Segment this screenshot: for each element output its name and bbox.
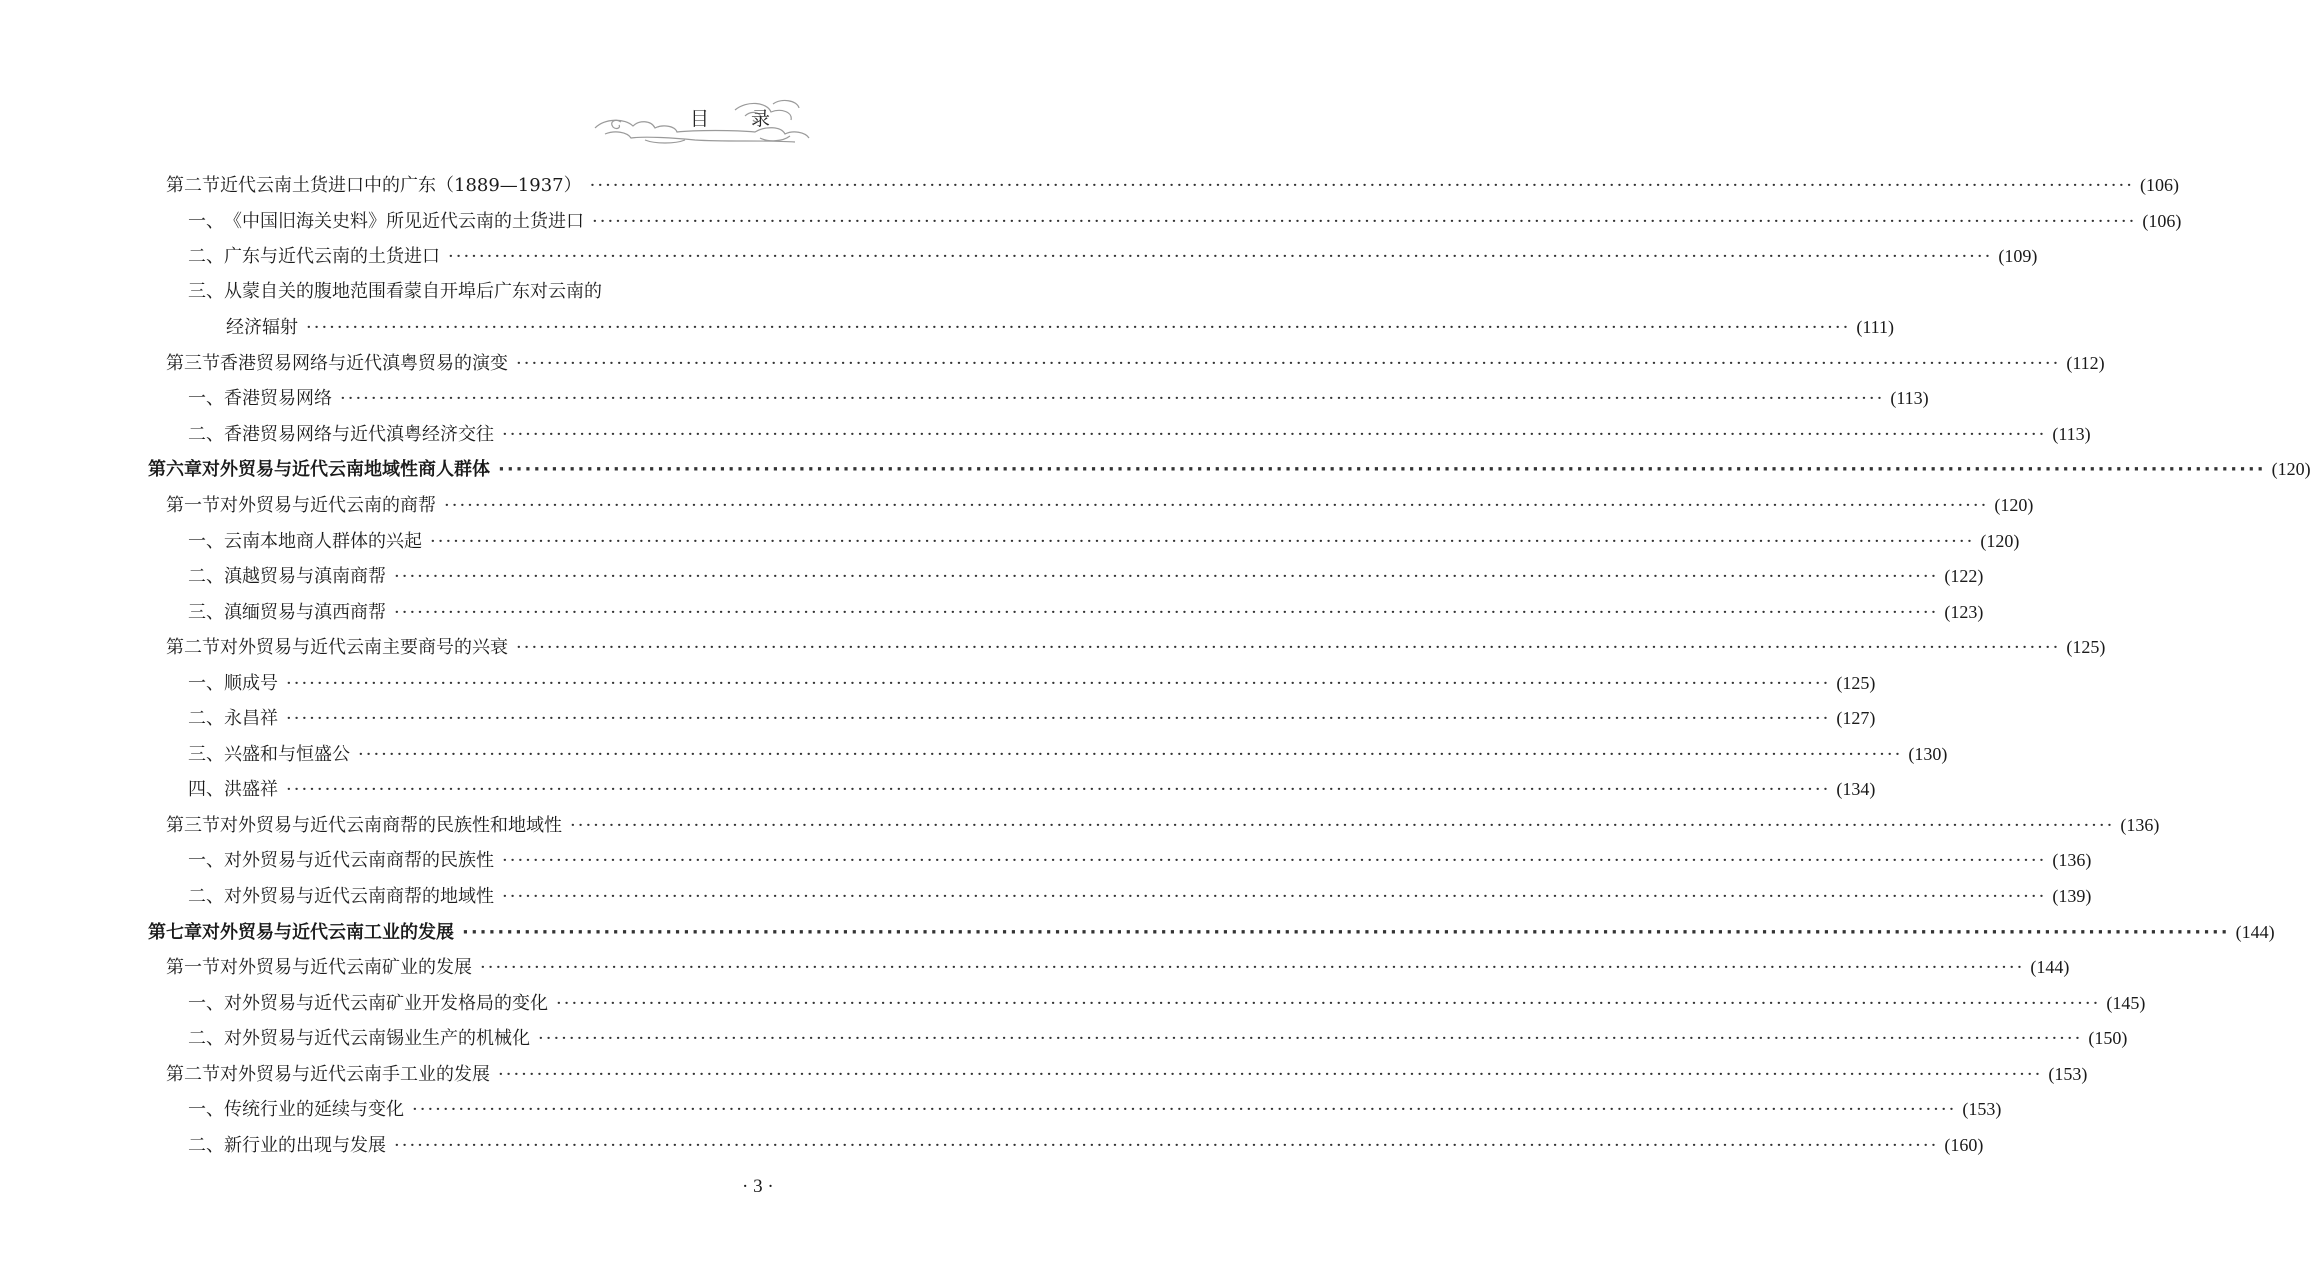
dot-leader: ········································································································································································································ <box>570 815 2115 836</box>
toc-entry-label: 二、 <box>188 708 224 729</box>
toc-entry-title: 滇缅贸易与滇西商帮 <box>224 602 386 623</box>
dot-leader: ········································································································································································································ <box>502 850 2047 871</box>
dot-leader: ········································································································································································································ <box>394 566 1939 587</box>
toc-page-number: (144) <box>2235 922 2275 942</box>
toc-item-row <box>188 741 1948 768</box>
toc-page-number: (120) <box>2271 459 2311 479</box>
toc-page-number: (122) <box>1944 566 1984 586</box>
toc-entry-label: 第三节 <box>166 815 220 836</box>
toc-entry-label: 一、 <box>188 531 224 552</box>
toc-entry-title: 对外贸易与近代云南商帮的民族性 <box>224 850 494 871</box>
toc-entry-title: 香港贸易网络与近代滇粤经济交往 <box>224 424 494 445</box>
dot-leader: ········································································································································································································ <box>556 993 2101 1014</box>
toc-item-row <box>188 1132 1984 1159</box>
toc-page-number: (134) <box>1836 779 1876 799</box>
toc-entry-title: 对外贸易与近代云南矿业开发格局的变化 <box>224 993 548 1014</box>
toc-entry-label: 三、 <box>188 744 224 765</box>
toc-page-number: (127) <box>1836 708 1876 728</box>
toc-entry-title: 近代云南土货进口中的广东（1889—1937） <box>220 175 582 196</box>
toc-page-number: (125) <box>1836 673 1876 693</box>
dot-leader: ········································································································································································································ <box>480 957 2025 978</box>
toc-page-number: (125) <box>2066 637 2106 657</box>
toc-entry-label: 二、 <box>188 886 224 907</box>
dot-leader: ········································································································································································································ <box>498 459 2266 480</box>
dot-leader: ········································································································································································································ <box>462 922 2230 943</box>
toc-entry-title: 对外贸易与近代云南商帮的民族性和地域性 <box>220 815 562 836</box>
toc-page-number: (145) <box>2106 993 2146 1013</box>
toc-item-row <box>226 314 1894 341</box>
toc-item-row <box>188 279 602 305</box>
dot-leader: ········································································································································································································ <box>394 602 1939 623</box>
dot-leader: ········································································································································································································ <box>358 744 1903 765</box>
dot-leader: ········································································································································································································ <box>306 317 1851 338</box>
toc-entry-label: 四、 <box>188 779 224 800</box>
toc-page-number: (136) <box>2052 850 2092 870</box>
toc-item-row <box>188 421 2091 448</box>
toc-page-number: (111) <box>1856 317 1894 337</box>
toc-entry-title: 对外贸易与近代云南手工业的发展 <box>220 1064 490 1085</box>
toc-entry-title: 对外贸易与近代云南主要商号的兴衰 <box>220 637 508 658</box>
toc-item-row <box>188 1025 2128 1052</box>
toc-page-number: (112) <box>2066 353 2105 373</box>
toc-entry-label: 第六章 <box>148 459 202 480</box>
toc-page-number: (130) <box>1908 744 1948 764</box>
dot-leader: ········································································································································································································ <box>394 1135 1939 1156</box>
dot-leader: ········································································································································································································ <box>286 673 1831 694</box>
toc-entry-label: 二、 <box>188 1135 224 1156</box>
dot-leader: ········································································································································································································ <box>448 246 1993 267</box>
toc-page-number: (150) <box>2088 1028 2128 1048</box>
toc-entry-label: 第一节 <box>166 495 220 516</box>
toc-entry-title: 对外贸易与近代云南工业的发展 <box>202 922 454 943</box>
toc-item-row <box>188 883 2092 910</box>
toc-entry-label: 三、 <box>188 281 224 302</box>
toc-item-row <box>188 990 2146 1017</box>
toc-page-number: (113) <box>2052 424 2091 444</box>
toc-page-number: (123) <box>1944 602 1984 622</box>
toc-entry-label: 第七章 <box>148 922 202 943</box>
toc-entry-title: 云南本地商人群体的兴起 <box>224 531 422 552</box>
toc-entry-title: 香港贸易网络 <box>224 388 332 409</box>
toc-chapter-row <box>148 456 2311 483</box>
toc-entry-label: 一、 <box>188 1099 224 1120</box>
toc-entry-title: 兴盛和与恒盛公 <box>224 744 350 765</box>
toc-entry-title: 滇越贸易与滇南商帮 <box>224 566 386 587</box>
dot-leader: ········································································································································································································ <box>516 637 2061 658</box>
toc-entry-title: 广东与近代云南的土货进口 <box>224 246 440 267</box>
toc-entry-label: 二、 <box>188 424 224 445</box>
toc-entry-label: 一、 <box>188 993 224 1014</box>
toc-item-row <box>188 208 2182 235</box>
toc-page-number: (113) <box>1890 388 1929 408</box>
toc-entry-label: 第一节 <box>166 957 220 978</box>
toc-entry-label: 一、 <box>188 673 224 694</box>
dot-leader: ········································································································································································································ <box>286 779 1831 800</box>
toc-entry-label: 第二节 <box>166 637 220 658</box>
toc-entry-label: 一、 <box>188 388 224 409</box>
toc-entry-label: 第三节 <box>166 353 220 374</box>
toc-section-row <box>166 492 2034 519</box>
toc-entry-title: 对外贸易与近代云南地域性商人群体 <box>202 459 490 480</box>
toc-page-number: (153) <box>2048 1064 2088 1084</box>
page-number: · 3 · <box>742 1176 774 1197</box>
toc-page-number: (120) <box>1994 495 2034 515</box>
toc-entry-title: 对外贸易与近代云南矿业的发展 <box>220 957 472 978</box>
toc-page-number: (139) <box>2052 886 2092 906</box>
toc-item-row <box>188 847 2092 874</box>
toc-entry-title: 洪盛祥 <box>224 779 278 800</box>
dot-leader: ········································································································································································································ <box>592 211 2137 232</box>
toc-entry-label: 二、 <box>188 566 224 587</box>
toc-entry-title: 对外贸易与近代云南锡业生产的机械化 <box>224 1028 530 1049</box>
toc-entry-label: 一、 <box>188 850 224 871</box>
toc-entry-label: 第二节 <box>166 175 220 196</box>
toc-page-number: (153) <box>1962 1099 2002 1119</box>
toc-entry-title: 从蒙自关的腹地范围看蒙自开埠后广东对云南的 <box>224 281 602 302</box>
dot-leader: ········································································································································································································ <box>502 424 2047 445</box>
toc-section-row <box>166 172 2179 199</box>
toc-entry-title: 永昌祥 <box>224 708 278 729</box>
toc-entry-title: 对外贸易与近代云南的商帮 <box>220 495 436 516</box>
toc-entry-title: 经济辐射 <box>226 317 298 338</box>
toc-item-row <box>188 776 1876 803</box>
dot-leader: ········································································································································································································ <box>502 886 2047 907</box>
toc-section-row <box>166 350 2105 377</box>
toc-entry-label: 三、 <box>188 602 224 623</box>
toc-item-row <box>188 528 2020 555</box>
dot-leader: ········································································································································································································ <box>538 1028 2083 1049</box>
dot-leader: ········································································································································································································ <box>430 531 1975 552</box>
toc-page-number: (136) <box>2120 815 2160 835</box>
toc-chapter-row <box>148 919 2275 946</box>
dot-leader: ········································································································································································································ <box>286 708 1831 729</box>
toc-entry-title: 新行业的出现与发展 <box>224 1135 386 1156</box>
toc-page-number: (106) <box>2142 211 2182 231</box>
toc-item-row <box>188 1096 2002 1123</box>
toc-entry-title: 传统行业的延续与变化 <box>224 1099 404 1120</box>
toc-page-number: (160) <box>1944 1135 1984 1155</box>
toc-item-row <box>188 385 1929 412</box>
toc-page-number: (144) <box>2030 957 2070 977</box>
running-header-title: 目 录 <box>690 108 789 130</box>
toc-section-row <box>166 812 2160 839</box>
toc-entry-label: 第二节 <box>166 1064 220 1085</box>
toc-entry-label: 二、 <box>188 1028 224 1049</box>
toc-entry-title: 香港贸易网络与近代滇粤贸易的演变 <box>220 353 508 374</box>
toc-section-row <box>166 634 2106 661</box>
dot-leader: ········································································································································································································ <box>412 1099 1957 1120</box>
dot-leader: ········································································································································································································ <box>516 353 2061 374</box>
toc-entry-label: 二、 <box>188 246 224 267</box>
toc-entry-title: 顺成号 <box>224 673 278 694</box>
toc-item-row <box>188 563 1984 590</box>
toc-section-row <box>166 954 2070 981</box>
toc-item-row <box>188 243 2038 270</box>
dot-leader: ········································································································································································································ <box>444 495 1989 516</box>
dot-leader: ········································································································································································································ <box>498 1064 2043 1085</box>
toc-item-row <box>188 670 1876 697</box>
dot-leader: ········································································································································································································ <box>340 388 1885 409</box>
toc-entry-title: 对外贸易与近代云南商帮的地域性 <box>224 886 494 907</box>
toc-page-number: (106) <box>2139 175 2179 195</box>
toc-item-row <box>188 705 1876 732</box>
toc-item-row <box>188 599 1984 626</box>
toc-section-row <box>166 1061 2088 1088</box>
toc-page-number: (109) <box>1998 246 2038 266</box>
dot-leader: ········································································································································································································ <box>589 175 2134 196</box>
toc-page-number: (120) <box>1980 531 2020 551</box>
toc-entry-title: 《中国旧海关史料》所见近代云南的土货进口 <box>224 211 584 232</box>
toc-entry-label: 一、 <box>188 211 224 232</box>
